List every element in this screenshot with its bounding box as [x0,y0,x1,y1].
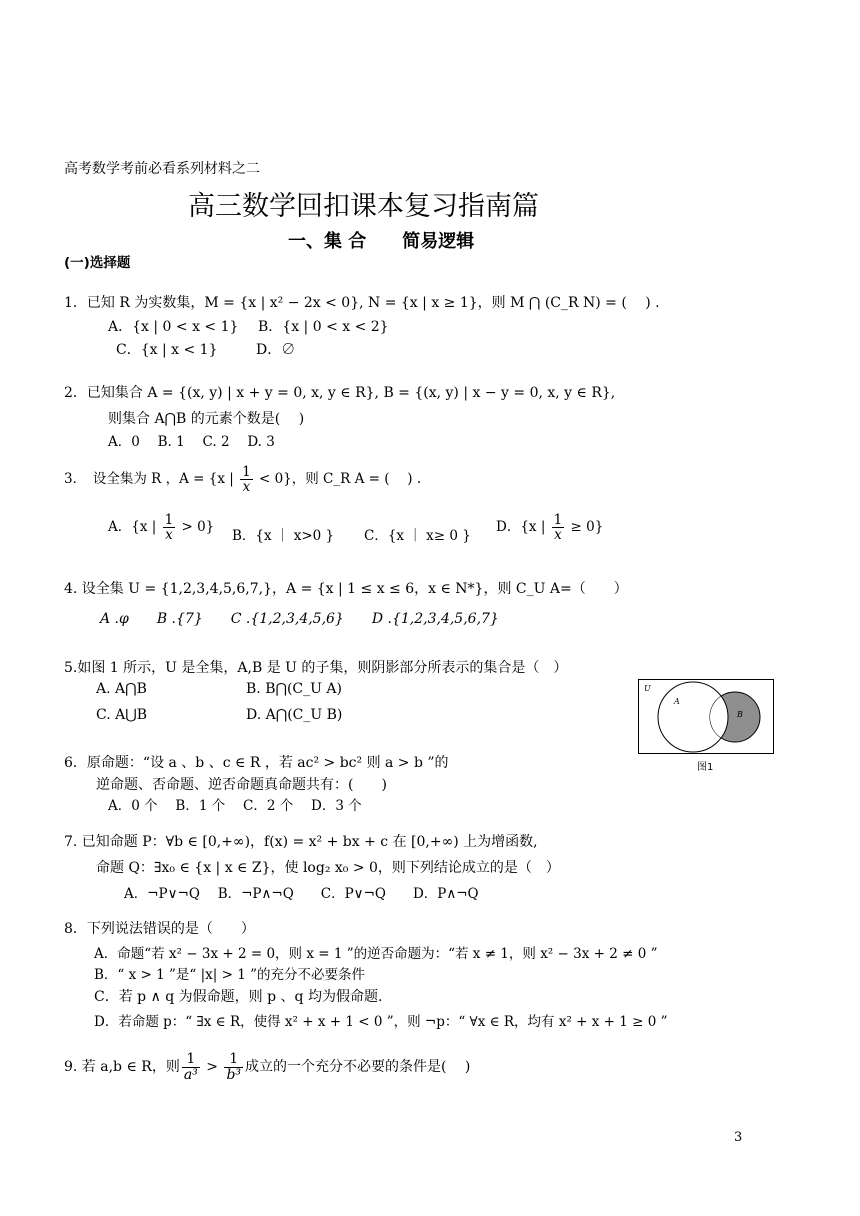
q8-option-d: D．若命题 p：“ ∃x ∈ R，使得 x² + x + 1 < 0 ”，则 ¬p：“ ∀x ∈ R，均有 x² + x + 1 ≥ 0 ” [94,1014,668,1030]
q3-option-d [496,513,603,542]
q1-option-d: D．∅ [256,342,296,358]
q3-d-fraction [552,513,565,542]
venn-label-a: A [674,697,680,706]
section-title: 一、集 合 简易逻辑 [288,231,475,252]
q3-stem-start: 3． 设全集为 R ，A = {x | [64,471,239,488]
q9-stem-start: 9. 若 a,b ∈ R，则 [64,1059,180,1076]
q3-stem [64,465,421,494]
q3-d-frac-num: 1 [553,512,563,528]
q6-stem-line2: 逆命题、否命题、逆否命题真命题共有：( ) [96,777,387,793]
series-line: 高考数学考前必看系列材料之二 [64,161,260,177]
q3-option-a [108,513,214,542]
q5-option-c: C. A⋃B [96,707,147,723]
q1-option-c: C．{x | x < 1} [116,342,218,358]
q9-stem [64,1052,470,1082]
q3-d-end: ≥ 0} [566,519,604,536]
q3-a-end: > 0} [177,519,215,536]
q3-stem-end: < 0}，则 C_R A = ( ) . [254,471,422,488]
q9-frac-b-den: b³ [226,1066,242,1083]
q8-option-c: C．若 p ∧ q 为假命题，则 p 、q 均为假命题. [94,989,383,1005]
page-number: 3 [734,1130,743,1145]
q9-frac-a-num: 1 [182,1052,200,1068]
q7-options: A．¬P∨¬Q B．¬P∧¬Q C．P∨¬Q D．P∧¬Q [124,886,479,902]
q9-stem-end: 成立的一个充分不必要的条件是( ) [245,1059,471,1076]
q1-stem: 1．已知 R 为实数集，M = {x | x² − 2x < 0}, N = {x | x ≥ 1}，则 M ⋂ (C_R N) = ( ) . [64,295,660,311]
q9-fraction-b [224,1052,243,1082]
q2-stem: 2．已知集合 A = {(x, y) | x + y = 0, x, y ∈ R}, B = {(x, y) | x − y = 0, x, y ∈ R}, [64,385,616,401]
q1-option-a: A．{x | 0 < x < 1} [108,319,239,335]
q6-options: A．0 个 B．1 个 C．2 个 D．3 个 [108,798,362,814]
q2-stem-line2: 则集合 A⋂B 的元素个数是( ) [108,411,305,427]
q2-options: A．0 B. 1 C. 2 D. 3 [108,434,275,450]
q8-stem: 8．下列说法错误的是（ ） [64,921,255,937]
q3-d-frac-den: x [554,527,562,544]
venn-label-u: U [644,684,651,693]
q4-options: A .φ B .{7} C .{1,2,3,4,5,6} D .{1,2,3,4,5,6,7} [100,611,499,627]
q3-a-frac-den: x [165,527,173,544]
q3-option-c: C．{x ｜ x≥ 0 } [364,528,471,544]
q3-option-b: B．{x ｜ x>0 } [232,528,335,544]
q3-a-start: A．{x | [108,519,161,536]
q5-option-a: A. A⋂B [96,681,147,697]
venn-diagram-figure [638,679,774,754]
q9-fraction-a [182,1052,200,1082]
q5-option-d: D. A⋂(C_U B) [246,707,343,723]
main-title: 高三数学回扣课本复习指南篇 [188,191,539,222]
q9-frac-a-den: a³ [183,1066,198,1083]
q5-stem: 5.如图 1 所示，U 是全集，A,B 是 U 的子集，则阴影部分所表示的集合是（ ） [64,660,568,676]
q1-option-b: B．{x | 0 < x < 2} [258,319,389,335]
q3-frac-den: x [242,479,251,496]
q3-a-frac-num: 1 [164,512,174,528]
venn-label-b: B [737,710,743,719]
q7-stem: 7. 已知命题 P：∀b ∈ [0,+∞)，f(x) = x² + bx + c 在 [0,+∞) 上为增函数, [64,834,538,850]
figure-caption: 图1 [697,762,714,773]
q6-stem: 6．原命题：“设 a 、b 、c ∈ R ，若 ac² > bc² 则 a > b ”的 [64,755,449,771]
q8-option-a: A．命题“若 x² − 3x + 2 = 0，则 x = 1 ”的逆否命题为：“若 x ≠ 1，则 x² − 3x + 2 ≠ 0 ” [94,946,658,962]
q9-frac-b-num: 1 [224,1052,243,1068]
q3-a-fraction [163,513,176,542]
q4-stem: 4. 设全集 U = {1,2,3,4,5,6,7,}，A = {x | 1 ≤ x ≤ 6，x ∈ N*}，则 C_U A=（ ） [64,581,628,597]
q7-stem-line2: 命题 Q：∃x₀ ∈ {x | x ∈ Z}，使 log₂ x₀ > 0，则下列结论成立的是（ ） [96,860,560,876]
q9-stem-mid: > [201,1059,223,1076]
q3-frac-num: 1 [242,464,251,480]
q8-option-b: B．“ x > 1 ”是“ |x| > 1 ”的充分不必要条件 [94,967,365,983]
q3-d-start: D．{x | [496,519,550,536]
subsection-title: (一)选择题 [64,255,131,271]
q3-stem-fraction [240,465,253,494]
q5-option-b: B. B⋂(C_U A) [246,681,342,697]
